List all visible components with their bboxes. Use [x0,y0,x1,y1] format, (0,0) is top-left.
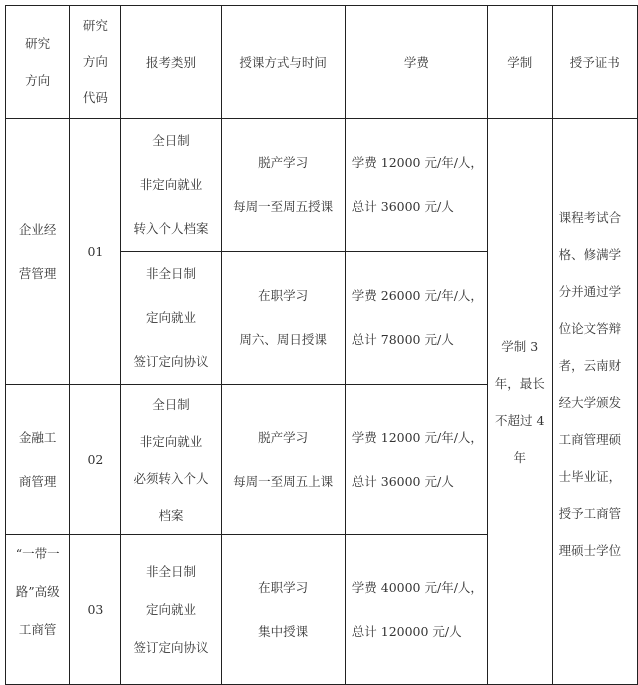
table-row [6,119,638,252]
header-direction: 研究 方向 [6,6,70,119]
program-table [5,5,638,685]
duration-cell: 学制 3 年，最长 不超过 4 年 [487,119,552,685]
fee-cell: 学费 40000 元/年/人， 总计 120000 元/人 [345,535,487,685]
mode-cell: 脱产学习 每周一至周五授课 [221,119,345,252]
header-category: 报考类别 [121,6,221,119]
header-certificate: 授予证书 [552,6,637,119]
mode-cell: 脱产学习 每周一至周五上课 [221,385,345,535]
mode-cell: 在职学习 周六、周日授课 [221,252,345,385]
code-cell: 02 [70,385,121,535]
fee-cell: 学费 12000 元/年/人， 总计 36000 元/人 [345,385,487,535]
certificate-cell: 课程考试合 格、修满学 分并通过学 位论文答辩 者，云南财 经大学颁发 工商管理硕 士毕业证， 授予工商管 理硕士学位 [552,119,637,685]
header-code: 研究 方向 代码 [70,6,121,119]
header-duration: 学制 [487,6,552,119]
header-mode: 授课方式与时间 [221,6,345,119]
category-cell: 非全日制 定向就业 签订定向协议 [121,252,221,385]
code-cell: 03 [70,535,121,685]
direction-cell: “一带一 路”高级 工商管 [6,535,70,685]
fee-cell: 学费 26000 元/年/人， 总计 78000 元/人 [345,252,487,385]
category-cell: 全日制 非定向就业 转入个人档案 [121,119,221,252]
header-row [6,6,638,119]
code-cell: 01 [70,119,121,385]
category-cell: 全日制 非定向就业 必须转入个人 档案 [121,385,221,535]
mode-cell: 在职学习 集中授课 [221,535,345,685]
header-fee: 学费 [345,6,487,119]
fee-cell: 学费 12000 元/年/人， 总计 36000 元/人 [345,119,487,252]
category-cell: 非全日制 定向就业 签订定向协议 [121,535,221,685]
direction-cell: 企业经 营管理 [6,119,70,385]
direction-cell: 金融工 商管理 [6,385,70,535]
